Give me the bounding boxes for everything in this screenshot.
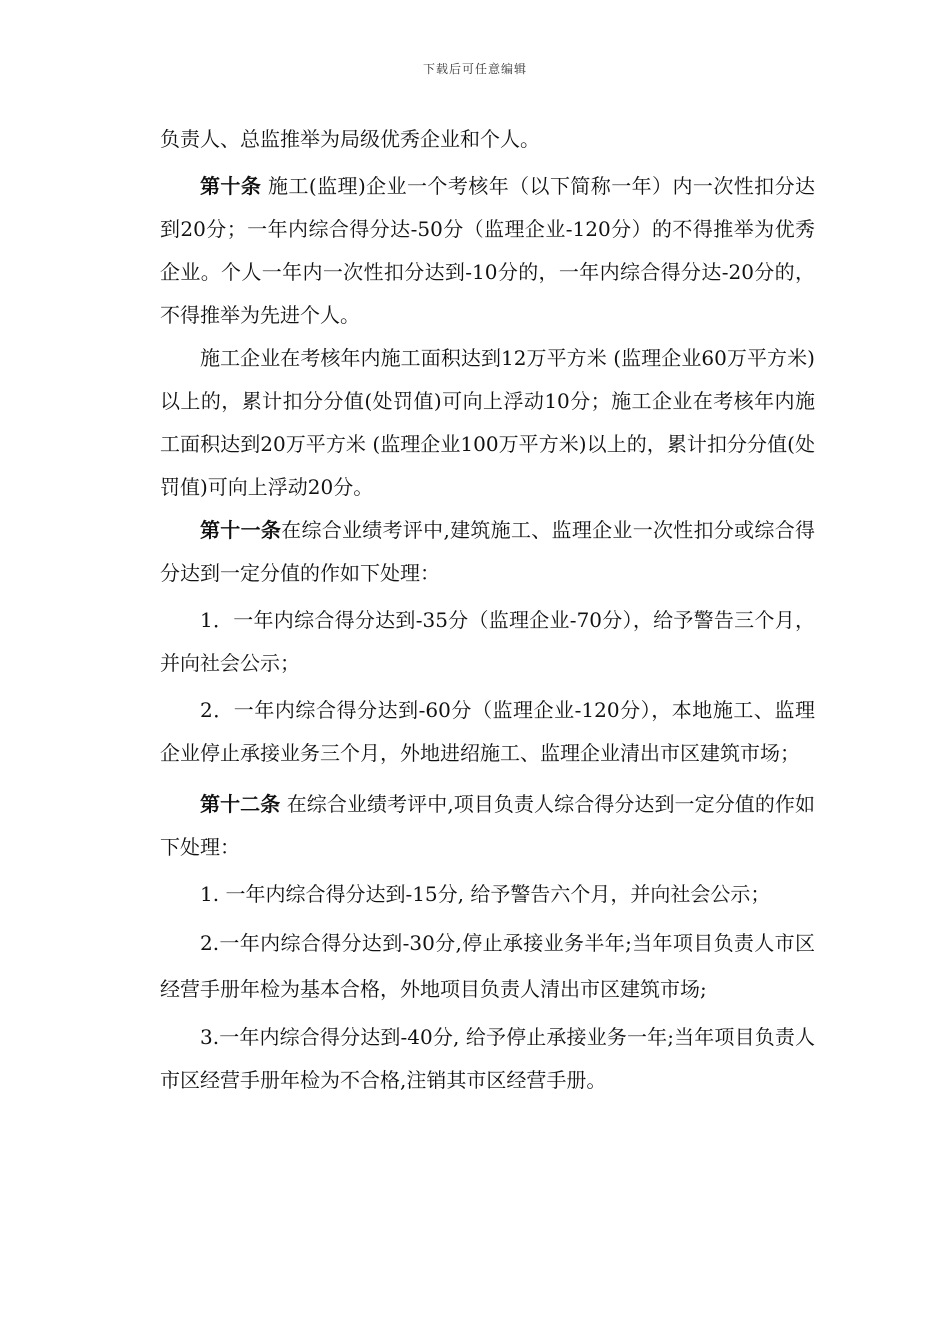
paragraph-area-bonus: 施工企业在考核年内施工面积达到12万平方米 (监理企业60万平方米)以上的，累计扣分分值(处罚值)可向上浮动10分；施工企业在考核年内施工面积达到20万平方米 (监理企业100万平方米)以上的，累计扣分分值(处罚值)可向上浮动20分。 bbox=[160, 346, 815, 499]
document-body bbox=[160, 118, 815, 1102]
page-header: 下载后可任意编辑 bbox=[422, 62, 527, 76]
article-11-item-2: 2．一年内综合得分达到-60分（监理企业-120分），本地施工、监理企业停止承接业务三个月，外地进绍施工、监理企业清出市区建筑市场； bbox=[160, 698, 815, 765]
paragraph-continuation: 负责人、总监推举为局级优秀企业和个人。 bbox=[160, 127, 540, 151]
article-12-item-3: 3.一年内综合得分达到-40分, 给予停止承接业务一年;当年项目负责人市区经营手册年检为不合格,注销其市区经营手册。 bbox=[160, 1025, 815, 1092]
article-12 bbox=[160, 783, 815, 869]
article-11-number: 第十一条 bbox=[200, 518, 282, 542]
article-10 bbox=[160, 165, 815, 337]
article-12-number: 第十二条 bbox=[200, 792, 281, 816]
article-10-number: 第十条 bbox=[200, 174, 262, 198]
article-12-item-1: 1. 一年内综合得分达到-15分, 给予警告六个月，并向社会公示； bbox=[200, 882, 771, 906]
article-11-text: 在综合业绩考评中,建筑施工、监理企业一次性扣分或综合得分达到一定分值的作如下处理： bbox=[160, 518, 816, 585]
article-11-item-1: 1．一年内综合得分达到-35分（监理企业-70分），给予警告三个月，并向社会公示； bbox=[160, 608, 815, 675]
article-12-text: 在综合业绩考评中,项目负责人综合得分达到一定分值的作如下处理： bbox=[160, 792, 815, 859]
article-12-item-2: 2.一年内综合得分达到-30分,停止承接业务半年;当年项目负责人市区经营手册年检为基本合格，外地项目负责人清出市区建筑市场; bbox=[160, 931, 815, 1001]
article-10-text: 施工(监理)企业一个考核年（以下简称一年）内一次性扣分达到20分；一年内综合得分达-50分（监理企业-120分）的不得推举为优秀企业。个人一年内一次性扣分达到-10分的，一年内综合得分达-20分的，不得推举为先进个人。 bbox=[160, 174, 815, 327]
article-11 bbox=[160, 509, 815, 595]
